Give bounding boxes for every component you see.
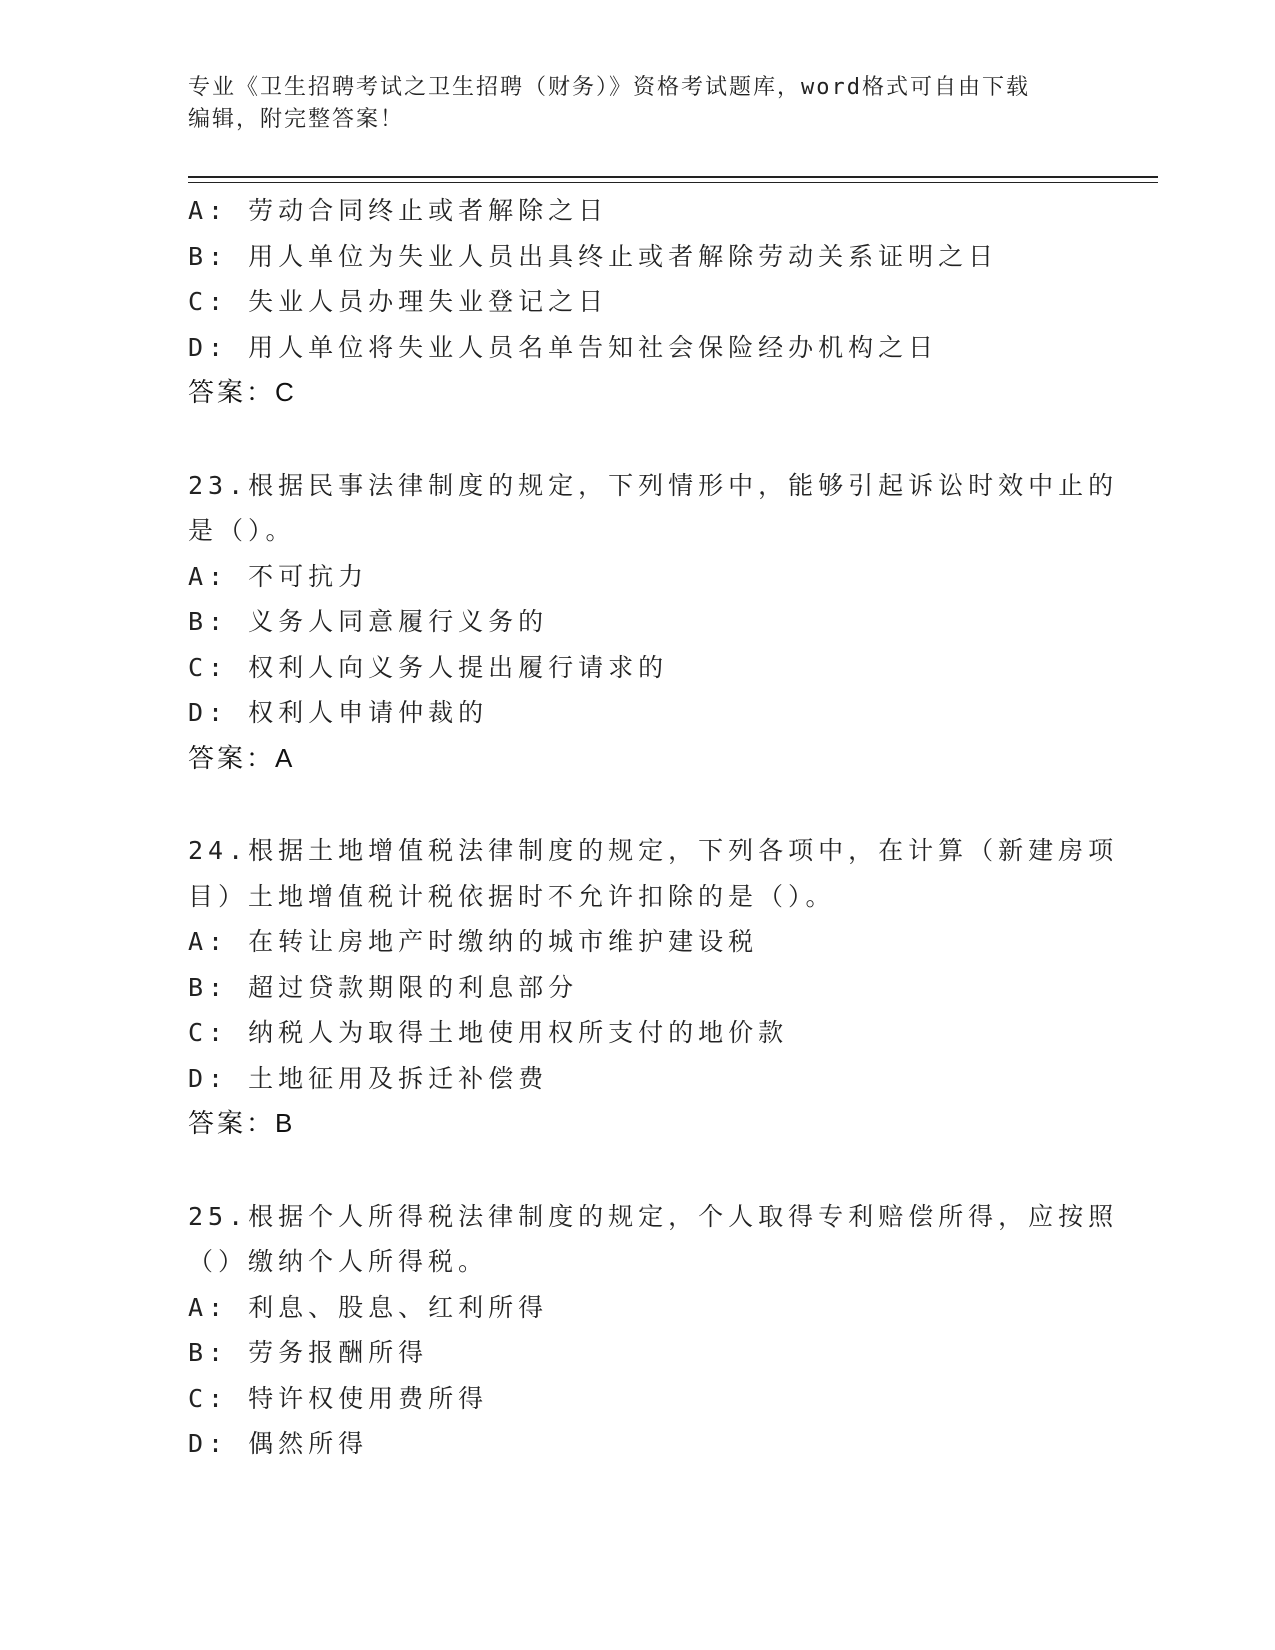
question-25 xyxy=(188,1194,1119,1467)
spacer xyxy=(188,781,1088,828)
option-c: C: 特许权使用费所得 xyxy=(188,1383,489,1413)
question-stem-line-1: 24.根据土地增值税法律制度的规定，下列各项中，在计算（新建房项 xyxy=(188,836,1119,865)
question-stem-line-2: 是（）。 xyxy=(188,516,296,545)
option-c: C: 权利人向义务人提出履行请求的 xyxy=(188,652,669,682)
header-line-1: 专业《卫生招聘考试之卫生招聘（财务）》资格考试题库，word格式可自由下载 xyxy=(188,75,1030,100)
spacer xyxy=(188,416,1088,463)
option-d: D: 权利人申请仲裁的 xyxy=(188,698,489,727)
question-stem-line-1: 25.根据个人所得税法律制度的规定，个人取得专利赔偿所得，应按照 xyxy=(188,1201,1119,1231)
question-23 xyxy=(188,463,1119,782)
option-a: A: 不可抗力 xyxy=(188,561,369,591)
question-list xyxy=(188,188,1119,1467)
option-c: C: 失业人员办理失业登记之日 xyxy=(188,287,609,316)
option-d: D: 土地征用及拆迁补偿费 xyxy=(188,1063,549,1093)
document-header xyxy=(188,72,1088,136)
option-d: D: 用人单位将失业人员名单告知社会保险经办机构之日 xyxy=(188,332,939,362)
option-b: B: 超过贷款期限的利息部分 xyxy=(188,972,579,1002)
option-a: A: 利息、股息、红利所得 xyxy=(188,1292,549,1322)
question-stem-line-2: 目）土地增值税计税依据时不允许扣除的是（）。 xyxy=(188,881,836,911)
option-d: D: 偶然所得 xyxy=(188,1429,369,1458)
question-22 xyxy=(188,188,1088,416)
option-c: C: 纳税人为取得土地使用权所支付的地价款 xyxy=(188,1018,789,1047)
header-divider-thick xyxy=(188,176,1158,178)
option-b: B: 劳务报酬所得 xyxy=(188,1338,429,1367)
option-a: A: 在转让房地产时缴纳的城市维护建设税 xyxy=(188,927,759,956)
header-divider-thin xyxy=(188,182,1158,183)
question-stem-line-2: （）缴纳个人所得税。 xyxy=(188,1247,489,1276)
option-b: B: 义务人同意履行义务的 xyxy=(188,607,549,636)
option-a: A: 劳动合同终止或者解除之日 xyxy=(188,196,609,225)
answer: 答案：A xyxy=(188,742,296,773)
question-stem-line-1: 23.根据民事法律制度的规定，下列情形中，能够引起诉讼时效中止的 xyxy=(188,470,1119,500)
answer: 答案：B xyxy=(188,1108,296,1138)
spacer xyxy=(188,1147,1088,1194)
question-24 xyxy=(188,828,1119,1147)
header-line-2: 编辑，附完整答案！ xyxy=(188,107,405,132)
answer: 答案：C xyxy=(188,377,297,407)
option-b: B: 用人单位为失业人员出具终止或者解除劳动关系证明之日 xyxy=(188,241,999,271)
